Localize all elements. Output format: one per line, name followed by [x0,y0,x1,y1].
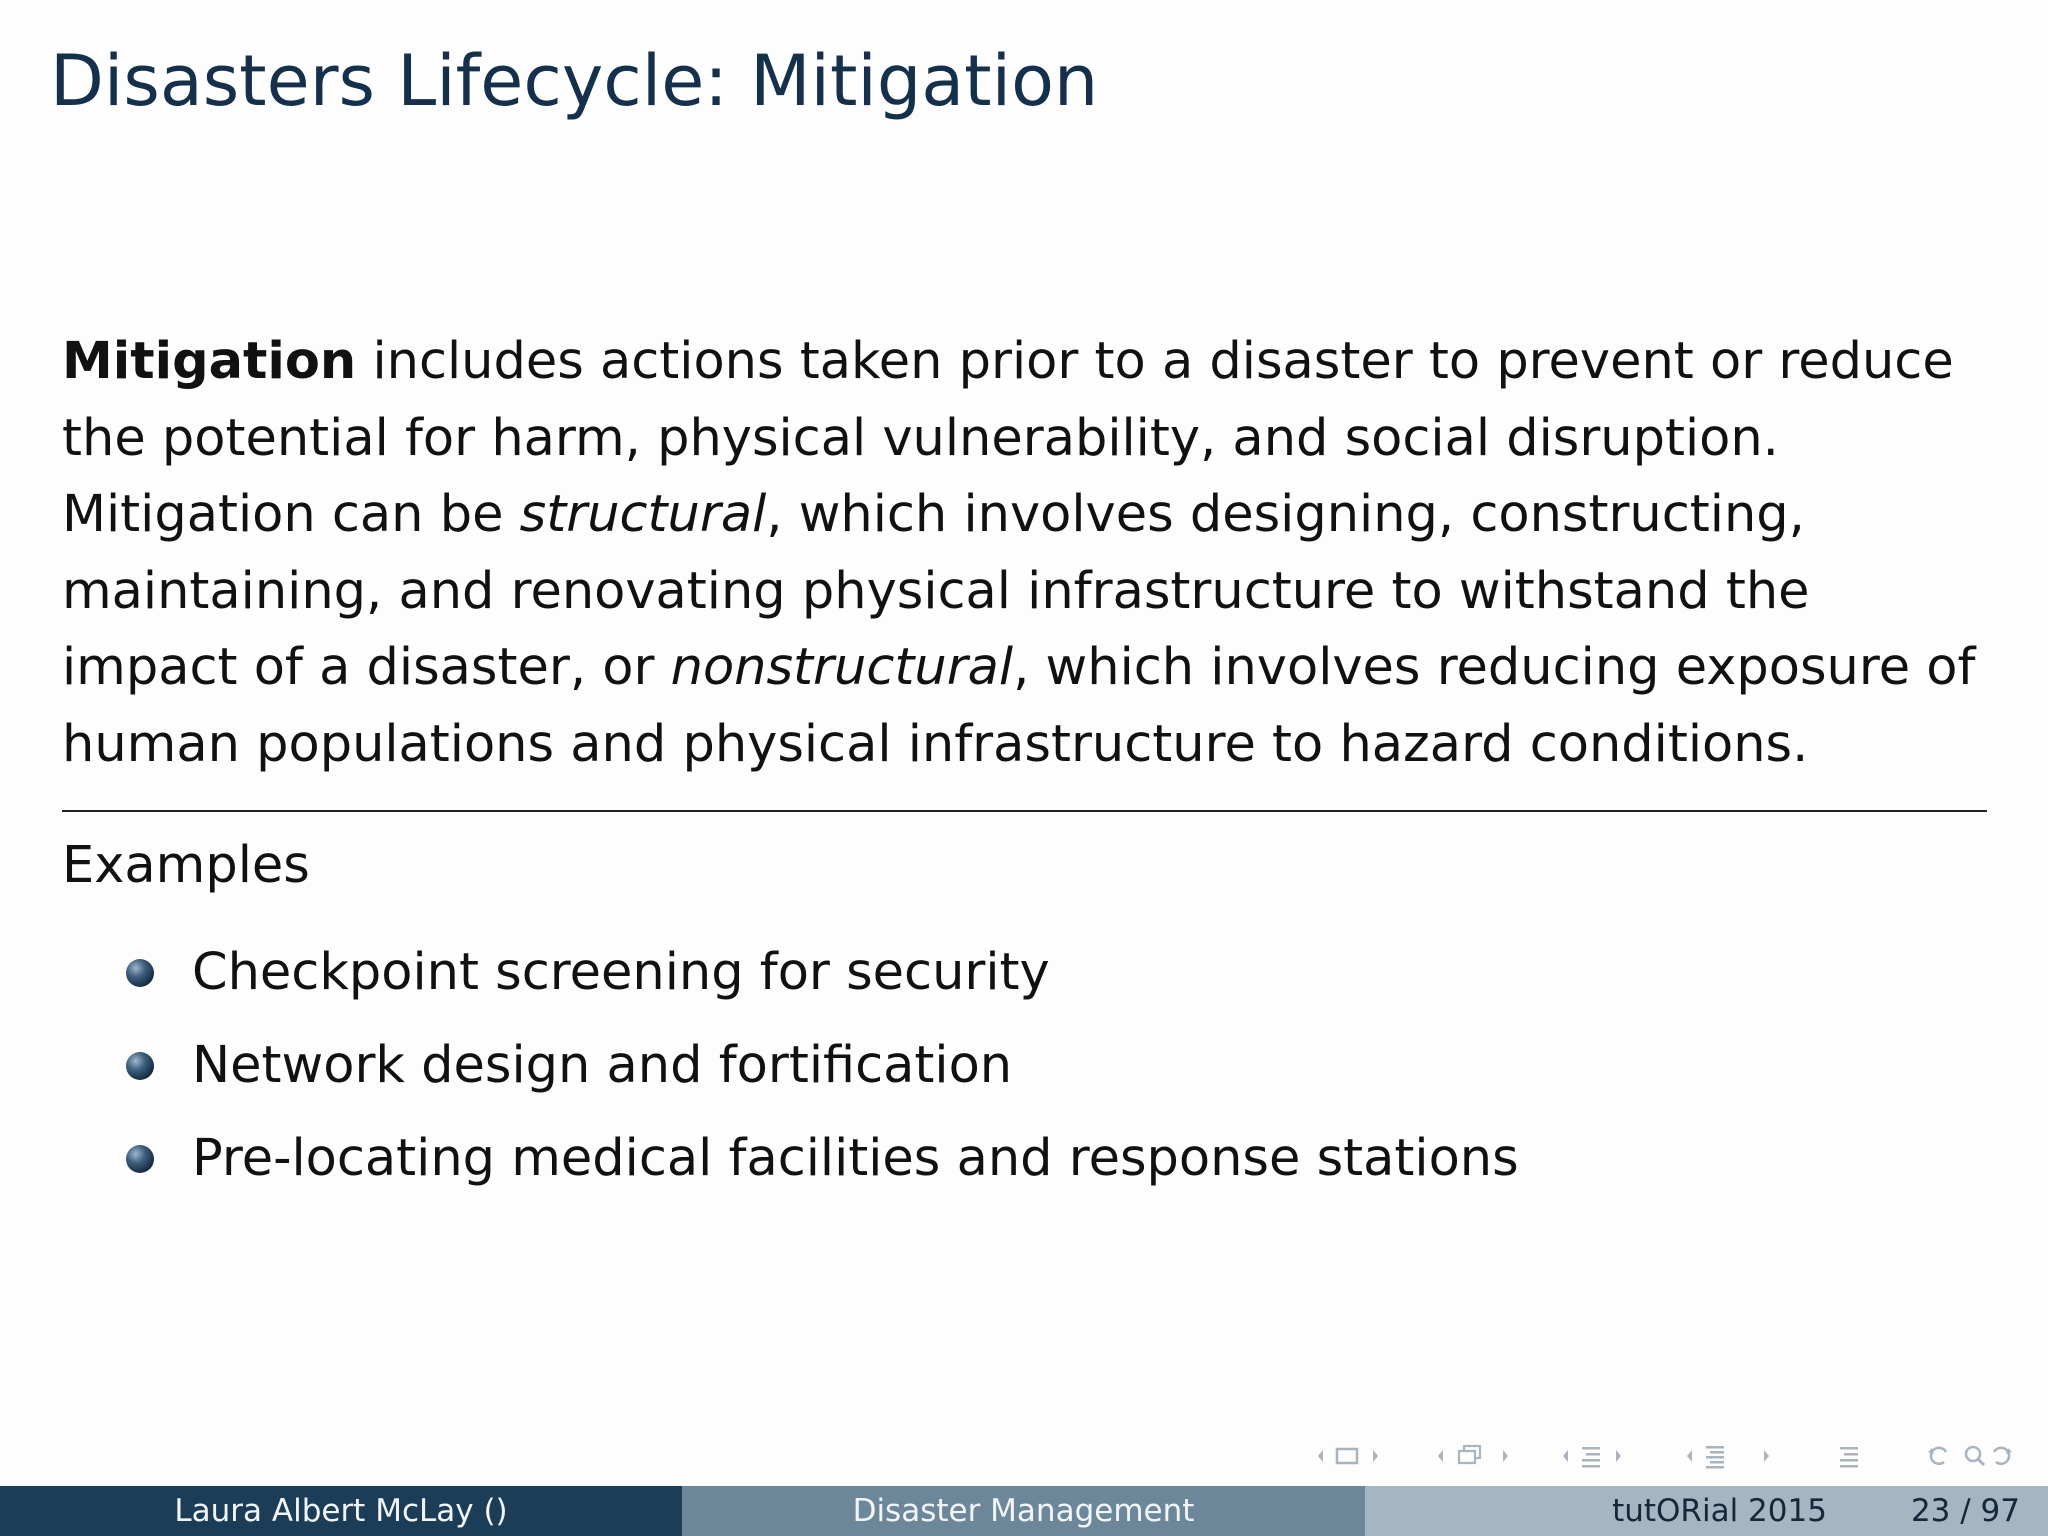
nav-subsection-glyph [1435,1442,1525,1470]
bullet-icon [126,1145,154,1173]
definition-line-6: human populations and physical infrastructure to hazard conditions. [62,714,1809,774]
nav-appendix-glyph [1836,1442,1866,1470]
footer-bar [0,1486,2048,1536]
footer-author [0,1486,682,1536]
nav-frame-icon[interactable] [1315,1440,1395,1472]
nav-appendix-icon[interactable] [1836,1440,1866,1472]
list-item [120,1019,1519,1112]
term-mitigation: Mitigation [62,332,357,391]
nav-subsection-icon[interactable] [1435,1440,1525,1472]
definition-text: , which involves designing, constructing, [766,485,1805,544]
bullet-icon [126,1052,154,1080]
slide-title: Disasters Lifecycle: Mitigation [50,40,1099,122]
definition-line-1 [62,324,2012,401]
list-item-text: Network design and fortification [192,1036,1013,1095]
list-item-text: Pre-locating medical facilities and response stations [192,1129,1519,1188]
nav-document-glyph [1684,1442,1774,1470]
term-nonstructural: nonstructural [670,638,1014,697]
term-structural: structural [519,485,767,544]
definition-text: impact of a disaster, or [62,638,671,697]
nav-section-icon[interactable] [1560,1440,1650,1472]
definition-text: , which involves reducing exposure of [1013,638,1976,697]
list-item [120,1112,1519,1205]
examples-heading: Examples [62,836,310,895]
definition-text: Mitigation can be [62,485,520,544]
mitigation-definition [62,324,2012,783]
footer-event-text: tutORial 2015 [1612,1493,1827,1529]
definition-line-3 [62,477,2012,554]
footer-title-text: Disaster Management [852,1493,1195,1529]
nav-search-glyph [1924,1442,2024,1470]
footer-author-text: Laura Albert McLay () [174,1493,508,1529]
definition-text: includes actions taken prior to a disaster to prevent or reduce [356,332,1954,391]
divider [62,810,1987,812]
page-number: 23 / 97 [1910,1493,2020,1529]
definition-line-5 [62,630,2012,707]
bullet-icon [126,959,154,987]
definition-line-4: maintaining, and renovating physical infrastructure to withstand the [62,561,1810,621]
nav-section-glyph [1560,1442,1650,1470]
list-item [120,926,1519,1019]
footer-event [1365,1486,2048,1536]
examples-list [120,926,1519,1205]
list-item-text: Checkpoint screening for security [192,943,1050,1002]
definition-line-2: the potential for harm, physical vulnerability, and social disruption. [62,408,1779,468]
nav-document-icon[interactable] [1684,1440,1774,1472]
nav-frame-glyph [1315,1442,1395,1470]
nav-search-icon[interactable] [1924,1440,2024,1472]
footer-title [682,1486,1365,1536]
